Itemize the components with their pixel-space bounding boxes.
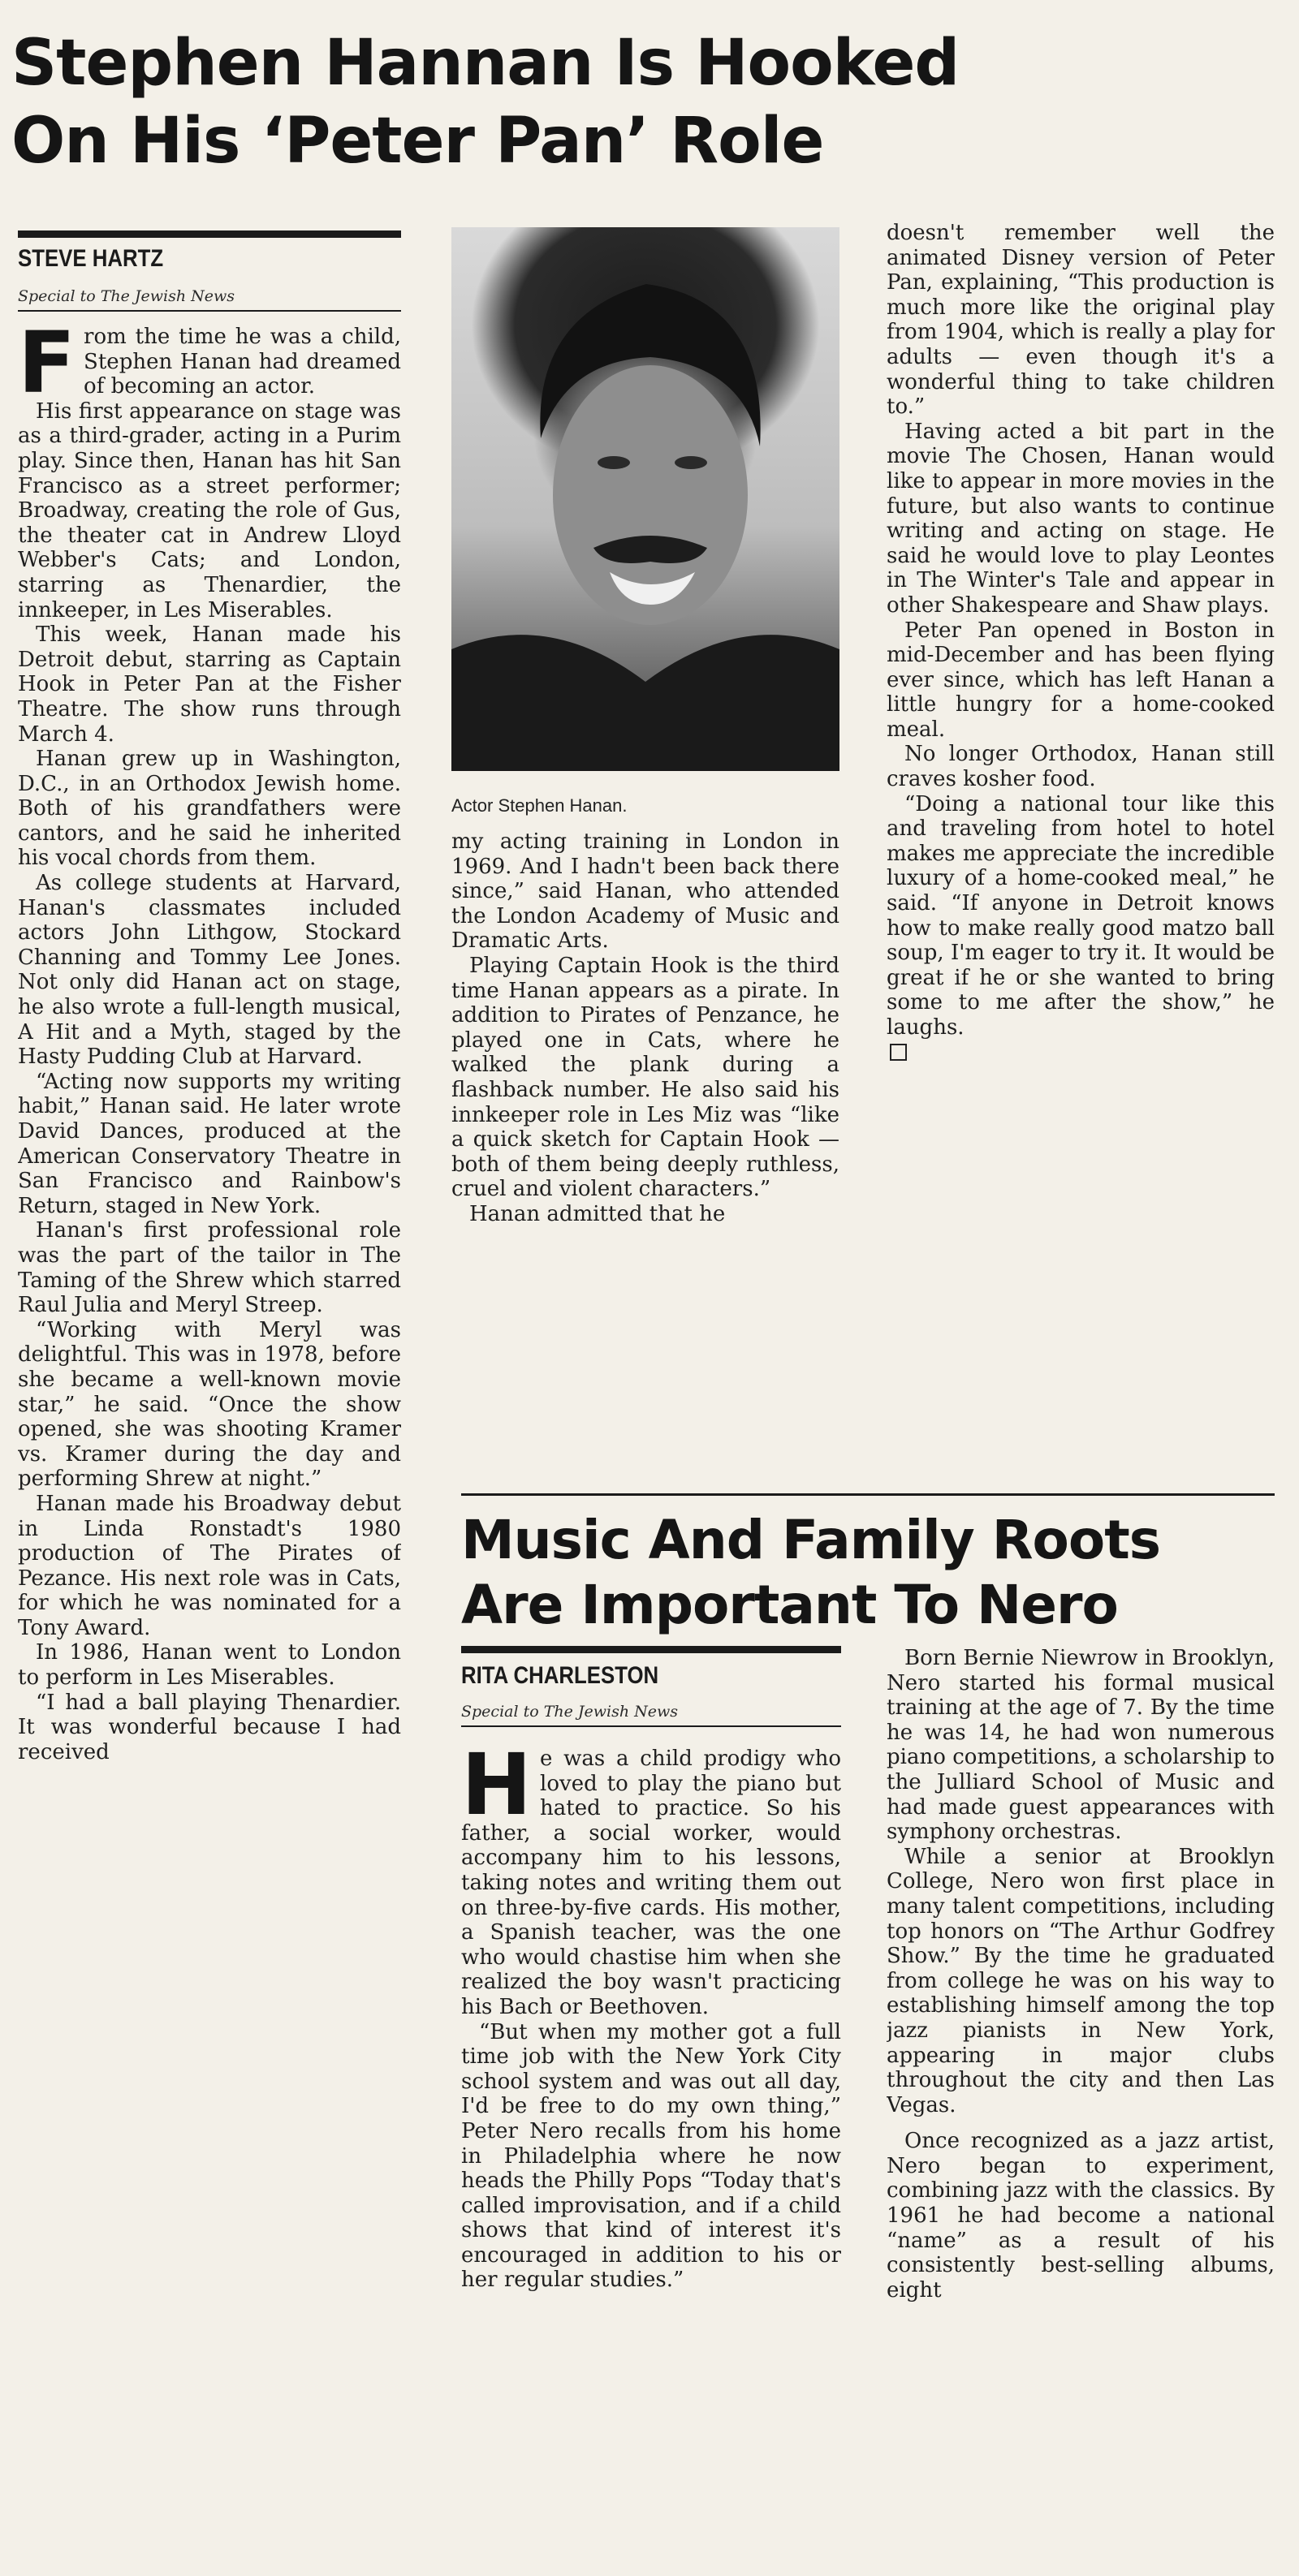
article1-paragraph: In 1986, Hanan went to London to perform in Les Miserables. bbox=[18, 1640, 401, 1691]
article1-paragraph: No longer Orthodox, Hanan still craves kosher food. bbox=[887, 742, 1275, 792]
article1-headline-line1: Stephen Hannan Is Hooked bbox=[11, 27, 960, 100]
article1-paragraph: Playing Captain Hook is the third time Hanan appears as a pirate. In addition to Pirates of Penzance, he played one in Cats, where he walked the plank during a flashback number. He also said his innkeeper role in Les Miz was “like a quick sketch for Captain Hook — both of them being deeply ruthless, cruel and violent characters.” bbox=[451, 953, 839, 1202]
byline-rule-bottom bbox=[18, 310, 401, 312]
photo-caption: Actor Stephen Hanan. bbox=[451, 795, 628, 816]
article1-paragraph: my acting training in London in 1969. And I hadn't been back there since,” said Hanan, who attended the London Academy of Music and Dramatic Arts. bbox=[451, 829, 839, 954]
article2-paragraph: e was a child prodigy who loved to play the piano but hated to practice. So his father, a social worker, would accompany him to his lessons, taking notes and writing them out on three-by-five cards. His mother, a Spanish teacher, was the one who would chastise him when she realized the boy wasn't practicing his Bach or Beethoven. bbox=[461, 1747, 841, 2019]
article2-column-2 bbox=[887, 1646, 1275, 2566]
article2-byline-rule-bottom bbox=[461, 1725, 841, 1727]
byline-rule-top bbox=[18, 230, 401, 238]
article2-dropcap: H bbox=[461, 1747, 533, 1834]
article2-column-1 bbox=[461, 1747, 841, 2566]
article1-column-2 bbox=[451, 829, 839, 1479]
article1-paragraph: His first appearance on stage was as a third-grader, acting in a Purim play. Since then, Hanan has hit San Francisco as a street performer; Broadway, creating the role of Gus, the theater cat in Andrew Lloyd Webber's Cats; and London, starring as Thenardier, the innkeeper, in Les Miserables. bbox=[18, 398, 401, 622]
article2-byline-rule-top bbox=[461, 1646, 841, 1653]
article1-paragraph: “Doing a national tour like this and traveling from hotel to hotel makes me appreciate the incredible luxury of a home-cooked meal,” he said. “If anyone in Detroit knows how to make really good matzo ball soup, I'm eager to try it. It would be great if he or she wanted to bring some to me after the show,” he laughs. bbox=[887, 791, 1275, 1040]
article1-credit: Special to The Jewish News bbox=[18, 287, 235, 305]
article2-paragraph: While a senior at Brooklyn College, Nero won first place in many talent competitions, including top honors on “The Arthur Godfrey Show.” By the time he graduated from college he was on his way to establishing himself among the top jazz pianists in New York, appearing in major clubs throughout the city and then Las Vegas. bbox=[887, 1844, 1275, 2117]
article1-headline bbox=[11, 24, 959, 180]
article1-paragraph: “Working with Meryl was delightful. This was in 1978, before she became a well-known movie star,” he said. “Once the show opened, she was shooting Kramer vs. Kramer during the day and performing Shrew at night.” bbox=[18, 1317, 401, 1492]
article1-paragraph: “Acting now supports my writing habit,” Hanan said. He later wrote David Dances, produced at the American Conservatory Theatre in San Francisco and Rainbow's Return, staged in New York. bbox=[18, 1069, 401, 1218]
article1-paragraph: As college students at Harvard, Hanan's classmates included actors John Lithgow, Stockard Channing and Tommy Lee Jones. Not only did Hanan act on stage, he also wrote a full-length musical, A Hit and a Myth, staged by the Hasty Pudding Club at Harvard. bbox=[18, 871, 401, 1070]
article2-top-rule bbox=[461, 1493, 1275, 1496]
end-mark-icon bbox=[890, 1044, 907, 1061]
article2-paragraph: “But when my mother got a full time job with the New York City school system and was out all day, I'd be free to do my own thing,” Peter Nero recalls from his home in Philadelphia where he now heads the Philly Pops “Today that's called improvisation, and if a child shows that kind of interest it's encouraged in addition to his or her regular studies.” bbox=[461, 2019, 841, 2293]
article2-paragraph: Once recognized as a jazz artist, Nero began to experiment, combining jazz with the classics. By 1961 he had become a national “name” as a result of his consistently best-selling albums, eight bbox=[887, 2129, 1275, 2302]
article1-column-3 bbox=[887, 221, 1275, 1487]
article1-headline-line2: On His ‘Peter Pan’ Role bbox=[11, 105, 824, 178]
portrait-photo-icon bbox=[451, 227, 839, 771]
article1-paragraph: doesn't remember well the animated Disney version of Peter Pan, explaining, “This production is much more like the original play from 1904, which is really a play for adults — even though it's a wonderful thing to take children to.” bbox=[887, 221, 1275, 420]
article1-paragraph: Hanan admitted that he bbox=[469, 1201, 726, 1226]
article1-column-1 bbox=[18, 325, 401, 2565]
article1-paragraph: “I had a ball playing Thenardier. It was wonderful because I had received bbox=[18, 1690, 401, 1764]
article1-paragraph: Having acted a bit part in the movie The Chosen, Hanan would like to appear in more movies in the future, but also wants to continue writing and acting on stage. He said he would love to play Leontes in The Winter's Tale and appear in other Shakespeare and Shaw plays. bbox=[887, 419, 1275, 618]
article1-paragraph: Hanan's first professional role was the part of the tailor in The Taming of the Shrew which starred Raul Julia and Meryl Streep. bbox=[18, 1218, 401, 1318]
article1-dropcap: F bbox=[18, 325, 76, 412]
article1-paragraph: Hanan made his Broadway debut in Linda Ronstadt's 1980 production of The Pirates of Pezance. His next role was in Cats, for which he was nominated for a Tony Award. bbox=[18, 1491, 401, 1640]
article2-credit: Special to The Jewish News bbox=[461, 1703, 679, 1721]
article2-headline bbox=[461, 1508, 1160, 1638]
article1-paragraph: This week, Hanan made his Detroit debut, starring as Captain Hook in Peter Pan at the Fisher Theatre. The show runs through March 4. bbox=[18, 622, 401, 747]
article1-paragraph: rom the time he was a child, Stephen Hanan had dreamed of becoming an actor. bbox=[84, 325, 401, 399]
article1-author: STEVE HARTZ bbox=[18, 245, 164, 272]
article2-headline-line2: Are Important To Nero bbox=[461, 1574, 1118, 1636]
article1-paragraph: Peter Pan opened in Boston in mid-December and has been flying ever since, which has left Hanan a little hungry for a home-cooked meal. bbox=[887, 618, 1275, 742]
portrait-photo bbox=[451, 227, 839, 771]
article2-paragraph: Born Bernie Niewrow in Brooklyn, Nero started his formal musical training at the age of 7. By the time he was 14, he had won numerous piano competitions, a scholarship to the Julliard School of Music and had made guest appearances with symphony orchestras. bbox=[887, 1646, 1275, 1845]
article2-headline-line1: Music And Family Roots bbox=[461, 1509, 1161, 1571]
article1-paragraph: Hanan grew up in Washington, D.C., in an Orthodox Jewish home. Both of his grandfathers were cantors, and he said he inherited his vocal chords from them. bbox=[18, 747, 401, 871]
article2-author: RITA CHARLESTON bbox=[461, 1662, 659, 1689]
